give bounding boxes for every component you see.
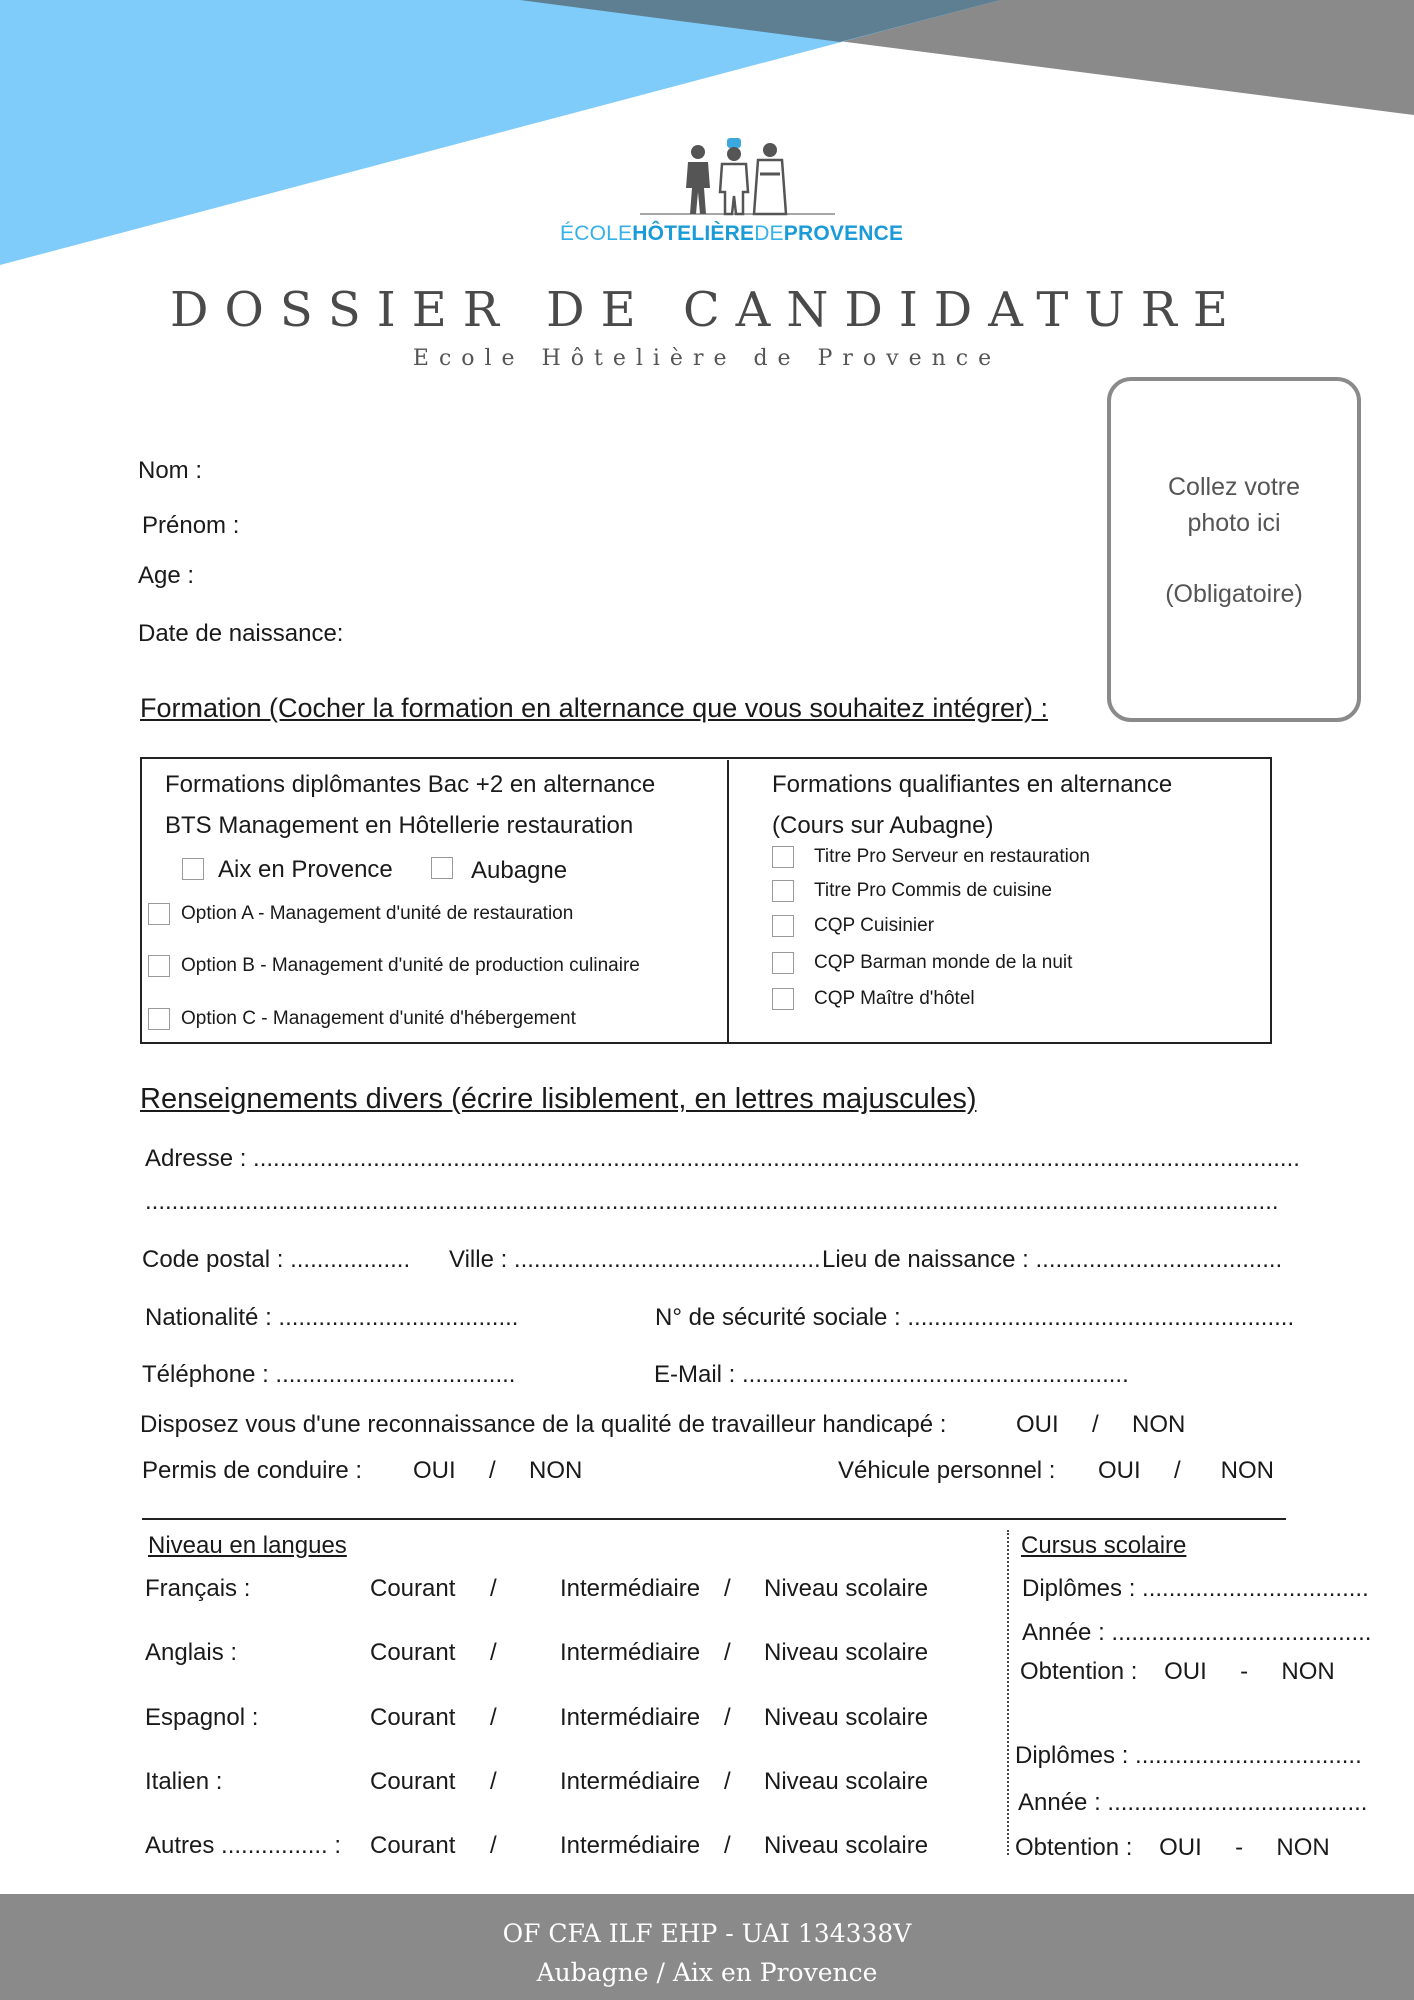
photo-placeholder[interactable] — [1107, 377, 1361, 722]
lang-niveau-scolaire-3[interactable]: Niveau scolaire — [764, 1768, 929, 1795]
formation-heading: Formation (Cocher la formation en alternance que vous souhaitez intégrer) : — [140, 693, 1048, 723]
logo-text-part3: DE — [754, 222, 784, 245]
lang-courant-1[interactable]: Courant — [370, 1639, 456, 1666]
dotted-column-divider — [1007, 1530, 1009, 1855]
adresse-line2-field[interactable]: .......................................................................................................................................................................... — [145, 1188, 1279, 1215]
footer-line2: Aubagne / Aix en Provence — [536, 1958, 878, 1987]
formation-left-title: Formations diplômantes Bac +2 en alternance — [165, 771, 656, 798]
cursus-obtention-2[interactable]: Obtention : OUI - NON — [1015, 1834, 1330, 1861]
photo-line2: photo ici — [1187, 509, 1281, 537]
lang-intermediaire-0[interactable]: Intermédiaire — [560, 1575, 701, 1602]
lang-niveau-scolaire-0[interactable]: Niveau scolaire — [764, 1575, 929, 1602]
telephone-field[interactable]: Téléphone : .................................... — [142, 1361, 516, 1388]
lang-niveau-scolaire-2[interactable]: Niveau scolaire — [764, 1704, 929, 1731]
logo-text-part2: HÔTELIÈRE — [632, 222, 755, 245]
ville-field[interactable]: Ville : .............................................. — [449, 1246, 821, 1273]
lang-niveau-scolaire-4[interactable]: Niveau scolaire — [764, 1832, 929, 1859]
cursus-annee-1[interactable]: Année : ....................................... — [1022, 1619, 1372, 1646]
lang-sep2-3[interactable]: / — [724, 1768, 731, 1795]
lang-sep1-2[interactable]: / — [490, 1704, 497, 1731]
photo-line3: (Obligatoire) — [1165, 580, 1303, 608]
lang-sep2-1[interactable]: / — [724, 1639, 731, 1666]
lang-courant-3[interactable]: Courant — [370, 1768, 456, 1795]
lang-courant-4[interactable]: Courant — [370, 1832, 456, 1859]
checkbox-commis[interactable] — [772, 880, 794, 902]
logo-text-part1: ÉCOLE — [560, 222, 633, 245]
lang-name-4: Autres ................ : — [145, 1832, 342, 1859]
lang-name-1: Anglais : — [145, 1639, 238, 1666]
logo-text-part4: PROVENCE — [783, 222, 904, 245]
nationalite-field[interactable]: Nationalité : .................................... — [145, 1304, 519, 1331]
nom-field[interactable]: Nom : — [138, 457, 203, 484]
formation-right-subtitle: (Cours sur Aubagne) — [772, 812, 994, 839]
cursus-diplomes-1[interactable]: Diplômes : .................................. — [1022, 1575, 1369, 1602]
cursus-heading: Cursus scolaire — [1021, 1532, 1187, 1559]
lang-intermediaire-2[interactable]: Intermédiaire — [560, 1704, 701, 1731]
site-label-aubagne: Aubagne — [471, 857, 568, 884]
age-field[interactable]: Age : — [138, 562, 195, 589]
checkbox-barman[interactable] — [772, 952, 794, 974]
page-title: DOSSIER DE CANDIDATURE — [170, 282, 1244, 338]
checkbox-maitre-hotel[interactable] — [772, 988, 794, 1010]
lang-sep1-1[interactable]: / — [490, 1639, 497, 1666]
serveur-label: Titre Pro Serveur en restauration — [814, 846, 1090, 867]
checkbox-option-a[interactable] — [148, 903, 170, 925]
checkbox-aix[interactable] — [182, 858, 204, 880]
handicap-answer[interactable]: OUI / NON — [1016, 1411, 1186, 1438]
code-postal-field[interactable]: Code postal : .................. — [142, 1246, 411, 1273]
lang-courant-2[interactable]: Courant — [370, 1704, 456, 1731]
lang-name-3: Italien : — [145, 1768, 223, 1795]
option-c-label: Option C - Management d'unité d'hébergement — [181, 1008, 576, 1029]
secu-field[interactable]: N° de sécurité sociale : .......................................................... — [655, 1304, 1295, 1331]
footer-line1: OF CFA ILF EHP - UAI 134338V — [502, 1919, 912, 1948]
lieu-naissance-field[interactable]: Lieu de naissance : ..................................... — [822, 1246, 1283, 1273]
email-field[interactable]: E-Mail : .......................................................... — [654, 1361, 1129, 1388]
barman-label: CQP Barman monde de la nuit — [814, 952, 1073, 973]
lang-sep2-0[interactable]: / — [724, 1575, 731, 1602]
option-a-label: Option A - Management d'unité de restauration — [181, 903, 574, 924]
checkbox-cuisinier[interactable] — [772, 915, 794, 937]
checkbox-serveur[interactable] — [772, 846, 794, 868]
commis-label: Titre Pro Commis de cuisine — [814, 880, 1052, 901]
renseignements-heading: Renseignements divers (écrire lisiblement, en lettres majuscules) — [140, 1083, 977, 1115]
lang-sep1-0[interactable]: / — [490, 1575, 497, 1602]
handicap-question: Disposez vous d'une reconnaissance de la qualité de travailleur handicapé : — [140, 1411, 947, 1438]
date-naissance-field[interactable]: Date de naissance: — [138, 620, 344, 647]
cursus-diplomes-2[interactable]: Diplômes : .................................. — [1015, 1742, 1362, 1769]
lang-sep1-4[interactable]: / — [490, 1832, 497, 1859]
lang-name-0: Français : — [145, 1575, 251, 1602]
lang-sep2-2[interactable]: / — [724, 1704, 731, 1731]
vehicule-answer[interactable]: OUI / NON — [1098, 1457, 1275, 1484]
prenom-field[interactable]: Prénom : — [142, 512, 240, 539]
lang-sep1-3[interactable]: / — [490, 1768, 497, 1795]
lang-intermediaire-3[interactable]: Intermédiaire — [560, 1768, 701, 1795]
hotel-staff-icon — [560, 130, 900, 220]
lang-niveau-scolaire-1[interactable]: Niveau scolaire — [764, 1639, 929, 1666]
site-label-aix: Aix en Provence — [218, 856, 393, 883]
lang-intermediaire-1[interactable]: Intermédiaire — [560, 1639, 701, 1666]
permis-answer[interactable]: OUI / NON — [413, 1457, 583, 1484]
school-logo-text — [560, 222, 904, 246]
lang-intermediaire-4[interactable]: Intermédiaire — [560, 1832, 701, 1859]
permis-question: Permis de conduire : — [142, 1457, 363, 1484]
maitre-hotel-label: CQP Maître d'hôtel — [814, 988, 975, 1009]
option-b-label: Option B - Management d'unité de production culinaire — [181, 955, 640, 976]
formation-table-divider — [727, 760, 729, 1042]
lang-name-2: Espagnol : — [145, 1704, 259, 1731]
checkbox-aubagne[interactable] — [431, 857, 453, 879]
formation-left-subtitle: BTS Management en Hôtellerie restauration — [165, 812, 634, 839]
vehicule-question: Véhicule personnel : — [838, 1457, 1056, 1484]
photo-line1: Collez votre — [1168, 473, 1300, 501]
checkbox-option-c[interactable] — [148, 1008, 170, 1030]
adresse-field[interactable]: Adresse : ............................................................................................................................................................. — [145, 1145, 1300, 1172]
formation-table — [140, 757, 1272, 1044]
langues-heading: Niveau en langues — [148, 1532, 347, 1559]
cuisinier-label: CQP Cuisinier — [814, 915, 935, 936]
cursus-annee-2[interactable]: Année : ....................................... — [1018, 1789, 1368, 1816]
checkbox-option-b[interactable] — [148, 955, 170, 977]
lang-sep2-4[interactable]: / — [724, 1832, 731, 1859]
formation-right-title: Formations qualifiantes en alternance — [772, 771, 1173, 798]
page-subtitle: Ecole Hôtelière de Provence — [412, 346, 1002, 371]
lang-courant-0[interactable]: Courant — [370, 1575, 456, 1602]
cursus-obtention-1[interactable]: Obtention : OUI - NON — [1020, 1658, 1335, 1685]
section-divider — [142, 1518, 1286, 1520]
